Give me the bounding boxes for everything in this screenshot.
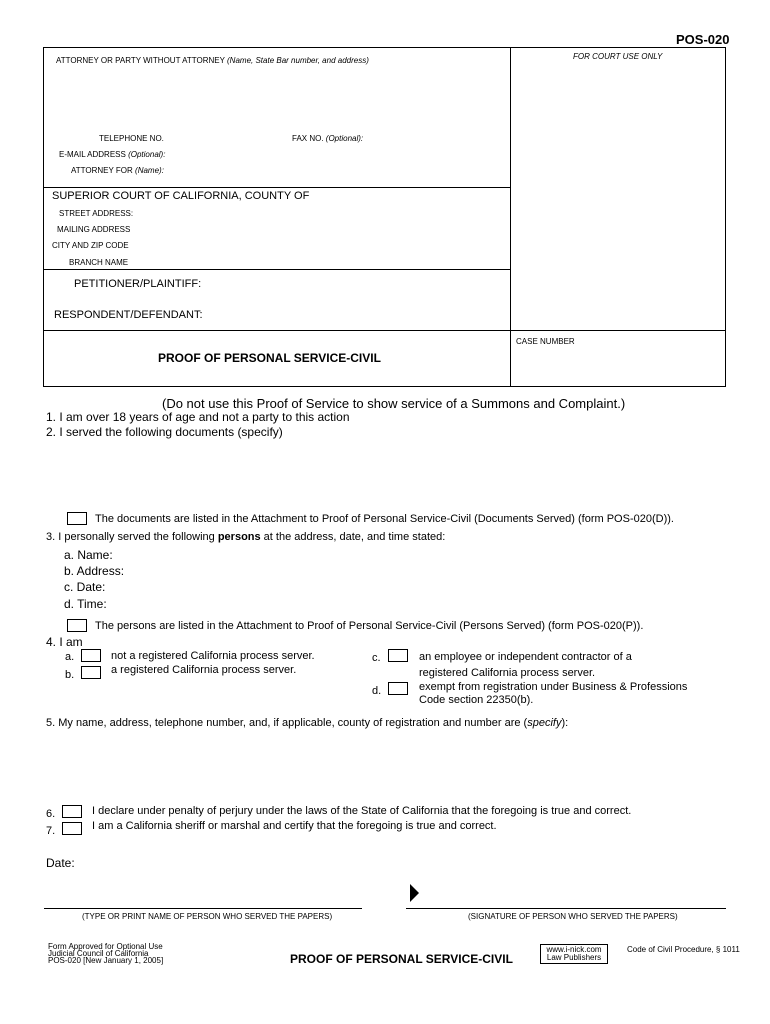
option-c-checkbox[interactable] [388,649,408,662]
item-6-label: I declare under penalty of perjury under the laws of the State of California that the foregoing is true and correct. [92,805,632,817]
option-a-label: not a registered California process server. [111,650,315,662]
footer-left-line1: Form Approved for Optional Use [48,942,163,951]
item-3-pre: 3. I personally served the following [46,531,218,543]
option-d-line2: Code section 22350(b). [419,694,534,706]
print-name-line[interactable] [44,908,362,909]
item-3a: a. Name: [64,548,113,562]
code-reference: Code of Civil Procedure, § 1011 [627,945,740,954]
city-zip-label: CITY AND ZIP CODE [52,241,129,250]
attorney-label-text: ATTORNEY OR PARTY WITHOUT ATTORNEY [56,56,225,65]
item-6-number: 6. [46,808,56,820]
petitioner-label: PETITIONER/PLAINTIFF: [74,278,202,290]
signature-line[interactable] [406,908,726,909]
footer-left [48,943,163,964]
attorney-label [56,56,369,65]
item-4: 4. I am [46,635,83,649]
attach-persons-label: The persons are listed in the Attachment to Proof of Personal Service-Civil (Persons Served) (form POS-020(P)). [95,620,644,632]
item-7-label: I am a California sheriff or marshal and certify that the foregoing is true and correct. [92,820,497,832]
notice: (Do not use this Proof of Service to show service of a Summons and Complaint.) [162,396,626,411]
email-label-text: E-MAIL ADDRESS [59,150,126,159]
option-d-line1: exempt from registration under Business & Professions [419,681,688,693]
caption-box [43,47,726,387]
option-d-checkbox[interactable] [388,682,408,695]
item-1: 1. I am over 18 years of age and not a party to this action [46,410,350,424]
sign-here-arrow-icon [410,884,419,902]
fax-hint: (Optional): [325,134,364,143]
email-hint: (Optional): [128,150,166,159]
court-title: SUPERIOR COURT OF CALIFORNIA, COUNTY OF [52,190,310,202]
item-5 [46,717,568,729]
footer-left-line3: POS-020 [New January 1, 2005] [48,956,164,965]
attach-persons-checkbox[interactable] [67,619,87,632]
stamp-line1: www.i-nick.com [546,945,602,954]
item-3b: b. Address: [64,564,125,578]
attach-documents-checkbox[interactable] [67,512,87,525]
divider-parties [43,269,510,270]
item-3-post: at the address, date, and time stated: [260,531,446,543]
option-c-line1: an employee or independent contractor of a [419,651,632,663]
court-use-label: FOR COURT USE ONLY [573,52,663,61]
respondent-label: RESPONDENT/DEFENDANT: [54,309,203,321]
divider-court [43,187,510,188]
footer-left-line2: Judicial Council of California [48,949,149,958]
item-3c: c. Date: [64,580,106,594]
form-title: PROOF OF PERSONAL SERVICE-CIVIL [158,351,381,365]
date-label: Date: [46,856,75,870]
item-5-italic: specify [527,717,562,729]
option-c-letter: c. [372,652,381,664]
option-a-checkbox[interactable] [81,649,101,662]
fax-label [292,134,363,143]
option-b-checkbox[interactable] [81,666,101,679]
telephone-label: TELEPHONE NO. [99,134,164,143]
option-a-letter: a. [65,651,75,663]
attorney-for-label-text: ATTORNEY FOR [71,166,133,175]
item-5-post: ): [561,717,569,729]
mailing-address-label: MAILING ADDRESS [57,225,131,234]
sheriff-checkbox[interactable] [62,822,82,835]
signature-label: (SIGNATURE OF PERSON WHO SERVED THE PAPERS) [468,912,678,921]
item-3-bold: persons [217,531,261,543]
option-b-label: a registered California process server. [111,664,297,676]
print-name-label: (TYPE OR PRINT NAME OF PERSON WHO SERVED THE PAPERS) [82,912,333,921]
item-5-pre: 5. My name, address, telephone number, and, if applicable, county of registration and number are ( [46,717,528,729]
court-use-divider [510,47,511,387]
divider-title [43,330,726,331]
publisher-stamp [540,944,608,964]
attach-documents-label: The documents are listed in the Attachment to Proof of Personal Service-Civil (Documents Served) (form POS-020(D)). [95,513,674,525]
stamp-line2: Law Publishers [546,953,602,962]
fax-label-text: FAX NO. [292,134,324,143]
email-label [59,150,165,159]
item-7-number: 7. [46,825,56,837]
item-3 [46,531,445,543]
attorney-hint: (Name, State Bar number, and address) [227,56,369,65]
footer-title: PROOF OF PERSONAL SERVICE-CIVIL [290,952,513,966]
form-id: POS-020 [676,32,730,47]
option-c-line2: registered California process server. [419,667,596,679]
option-d-letter: d. [372,685,382,697]
declare-checkbox[interactable] [62,805,82,818]
item-2: 2. I served the following documents (specify) [46,425,283,439]
attorney-for-label [71,166,164,175]
option-b-letter: b. [65,669,75,681]
item-3d: d. Time: [64,597,107,611]
street-address-label: STREET ADDRESS: [59,209,134,218]
attorney-for-hint: (Name): [135,166,164,175]
branch-name-label: BRANCH NAME [69,258,129,267]
case-number-label: CASE NUMBER [516,337,575,346]
